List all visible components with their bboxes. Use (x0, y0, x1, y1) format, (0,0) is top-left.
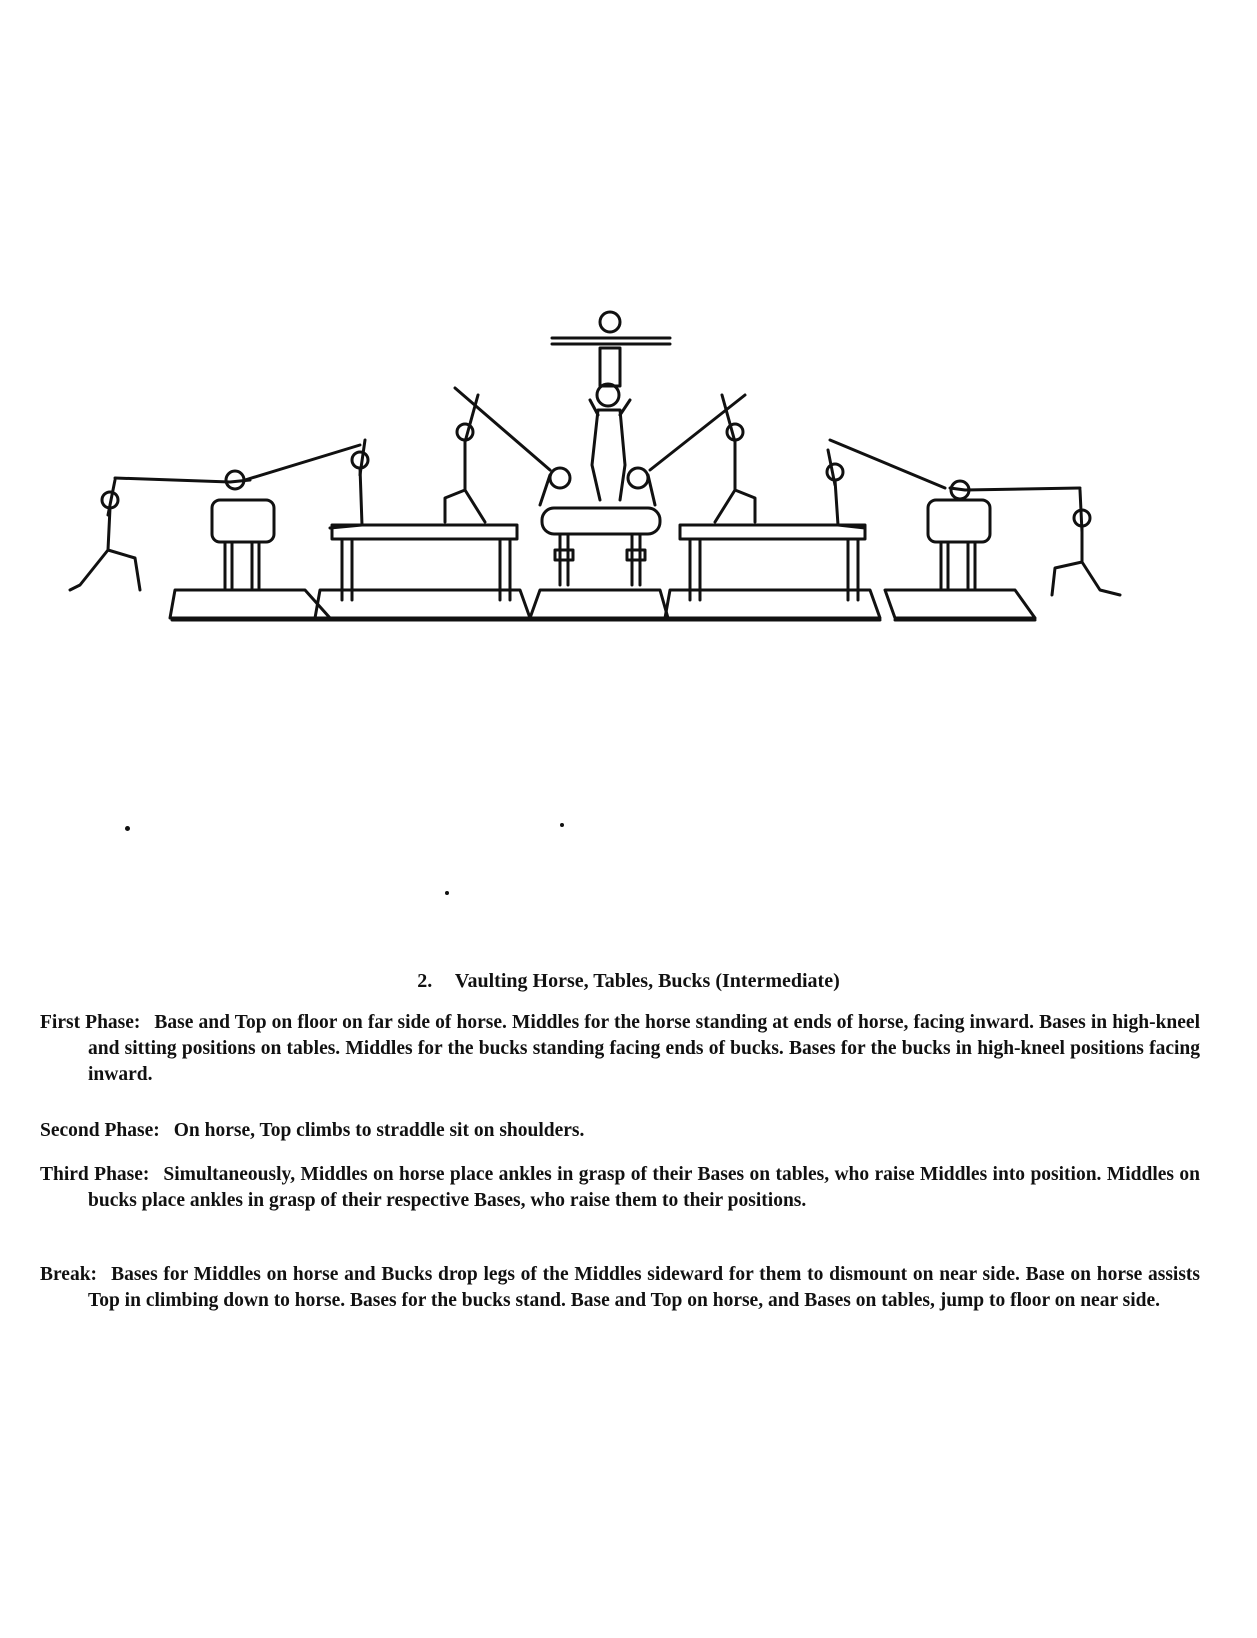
speck (125, 826, 130, 831)
phase-label: Third Phase: (40, 1164, 150, 1185)
left-buck-base (70, 480, 140, 590)
third-phase (40, 1162, 1200, 1214)
phase-text: Base and Top on floor on far side of horse. Middles for the horse standing at ends of horse, facing inward. Bases in high-kneel and sitting positions on tables. Middles for the bucks standing facing ends of bucks. Bases for the bucks in high-kneel positions facing inward. (88, 1012, 1200, 1085)
right-table-base-seated (827, 450, 865, 528)
section-number: 2. (417, 970, 433, 992)
phase-text: Simultaneously, Middles on horse place ankles in grasp of their Bases on tables, who raise Middles into position. Middles on bucks place ankles in grasp of their respective Bases, who raise them to their positions. (88, 1164, 1200, 1211)
second-phase (40, 1118, 1200, 1144)
speck (445, 891, 449, 895)
right-buck (928, 500, 990, 588)
left-table-base-kneel (445, 395, 485, 522)
section-title: Vaulting Horse, Tables, Bucks (Intermediate) (454, 970, 840, 992)
right-buck-base (1052, 490, 1120, 595)
phase-label: Second Phase: (40, 1120, 160, 1141)
section-heading (0, 970, 1257, 993)
left-buck-middle (115, 445, 360, 489)
left-buck (212, 500, 274, 588)
right-buck-middle (830, 440, 1080, 499)
left-horse-middle (455, 388, 570, 505)
speck (560, 823, 564, 827)
break-phase (40, 1262, 1200, 1314)
floor-mats (170, 590, 1035, 620)
pyramid-illustration (60, 300, 1180, 660)
phase-text: On horse, Top climbs to straddle sit on shoulders. (173, 1120, 585, 1141)
phase-label: Break: (40, 1264, 98, 1285)
phase-label: First Phase: (40, 1012, 141, 1033)
first-phase (40, 1010, 1200, 1088)
horse-base-and-top (552, 312, 670, 500)
vaulting-horse (542, 508, 660, 585)
phase-text: Bases for Middles on horse and Bucks drop legs of the Middles sideward for them to dismount on near side. Base on horse assists Top in climbing down to horse. Bases for the bucks stand. Base and Top on horse, and Bases on tables, jump to floor on near side. (88, 1264, 1200, 1311)
